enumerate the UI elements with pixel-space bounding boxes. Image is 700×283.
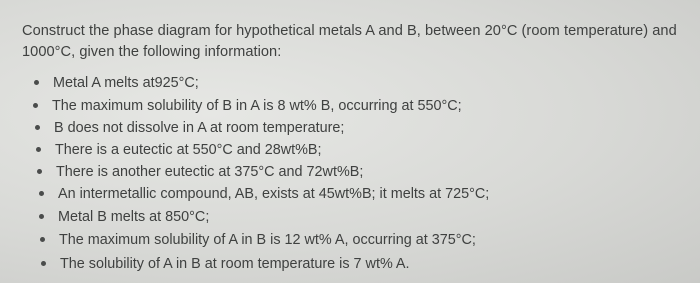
list-item-text: The solubility of A in B at room temperature is 7 wt% A. bbox=[60, 256, 410, 272]
list-item bbox=[56, 163, 363, 181]
list-item bbox=[60, 255, 410, 273]
list-item bbox=[52, 97, 462, 115]
bullet-icon bbox=[33, 103, 38, 108]
list-item-text: There is another eutectic at 375°C and 72wt%B; bbox=[56, 164, 364, 180]
list-item-text: The maximum solubility of A in B is 12 wt% A, occurring at 375°C; bbox=[59, 232, 476, 248]
bullet-icon bbox=[35, 125, 40, 130]
bullet-icon bbox=[36, 147, 41, 152]
bullet-icon bbox=[39, 214, 44, 219]
list-item-text: The maximum solubility of B in A is 8 wt% B, occurring at 550°C; bbox=[52, 98, 462, 114]
bullet-icon bbox=[34, 80, 39, 85]
list-item-text: Metal A melts at925°C; bbox=[53, 75, 199, 91]
bullet-icon bbox=[39, 191, 44, 196]
list-item bbox=[53, 74, 199, 92]
bullet-icon bbox=[37, 169, 42, 174]
bullet-icon bbox=[40, 237, 45, 242]
problem-intro: Construct the phase diagram for hypothetical metals A and B, between 20°C (room temperature) and 1000°C, given the following information: bbox=[22, 23, 677, 60]
list-item-text: B does not dissolve in A at room temperature; bbox=[54, 120, 345, 136]
list-item bbox=[58, 185, 489, 203]
list-item-text: There is a eutectic at 550°C and 28wt%B; bbox=[55, 142, 322, 158]
list-item bbox=[55, 141, 322, 159]
list-item-text: An intermetallic compound, AB, exists at 45wt%B; it melts at 725°C; bbox=[58, 186, 490, 202]
list-item bbox=[54, 119, 344, 137]
list-item-text: Metal B melts at 850°C; bbox=[58, 209, 210, 225]
list-item bbox=[58, 208, 209, 226]
bullet-icon bbox=[41, 261, 46, 266]
list-item bbox=[59, 231, 476, 249]
